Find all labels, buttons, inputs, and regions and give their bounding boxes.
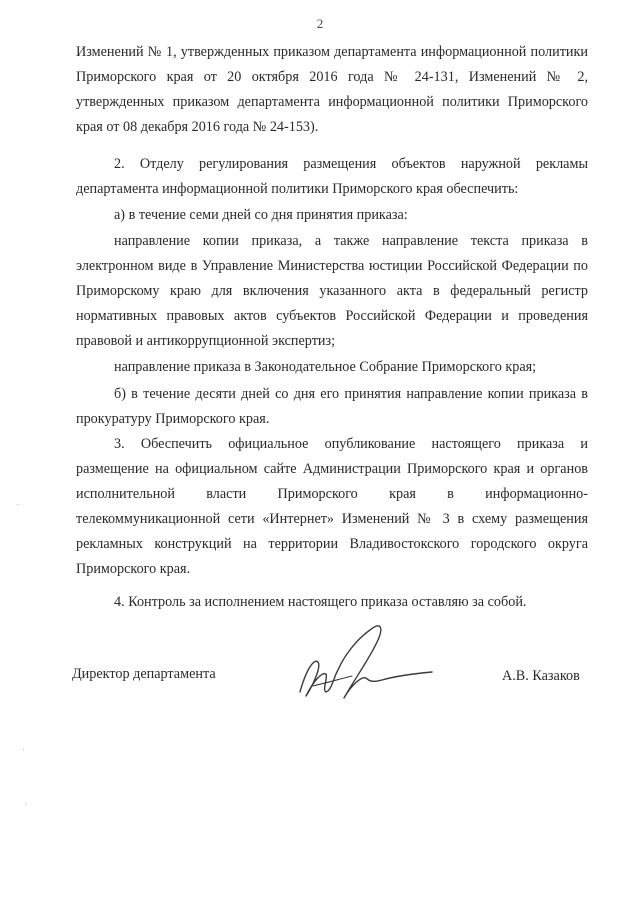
paragraph-1-continuation: Изменений № 1, утвержденных приказом департамента информационной политики Приморского края от 20 октября 2016 года № 24-131, Изменений № 2, утвержденных приказом департамента информационной политики Приморского края от 08 декабря 2016 года № 24-153). [76, 44, 588, 135]
paragraph-2: 2. Отделу регулирования размещения объектов наружной рекламы департамента информационной политики Приморского края обеспечить: [76, 156, 588, 197]
paragraph-2b: б) в течение десяти дней со дня его принятия направление копии приказа в прокуратуру Приморского края. [76, 386, 588, 427]
scan-speck: · [22, 745, 26, 756]
scan-speck: · [24, 800, 28, 811]
paragraph-2a: а) в течение семи дней со дня принятия приказа: [114, 207, 408, 223]
signatory-title: Директор департамента [72, 666, 216, 682]
signatory-name: А.В. Казаков [502, 668, 580, 684]
paragraph-2a-item-2: направление приказа в Законодательное Собрание Приморского края; [114, 359, 537, 375]
paragraph-4: 4. Контроль за исполнением настоящего приказа оставляю за собой. [114, 594, 527, 610]
paragraph-3: 3. Обеспечить официальное опубликование настоящего приказа и размещение на официальном сайте Администрации Приморского края и органов исполнительной власти Приморского края в информационно-телекоммуникационной сети «Интернет» Изменений № 3 в схему размещения рекламных конструкций на территории Владивостокского городского округа Приморского края. [76, 436, 588, 577]
paragraph-2a-item-1: направление копии приказа, а также направление текста приказа в электронном виде в Управление Министерства юстиции Российской Федерации по Приморскому краю для включения указанного акта в федеральный регистр нормативных правовых актов субъектов Российской Федерации и проведения правовой и антикоррупционной экспертиз; [76, 233, 588, 349]
signature-row [0, 666, 640, 706]
scan-speck: · [16, 500, 20, 511]
page-number: 2 [316, 16, 324, 31]
